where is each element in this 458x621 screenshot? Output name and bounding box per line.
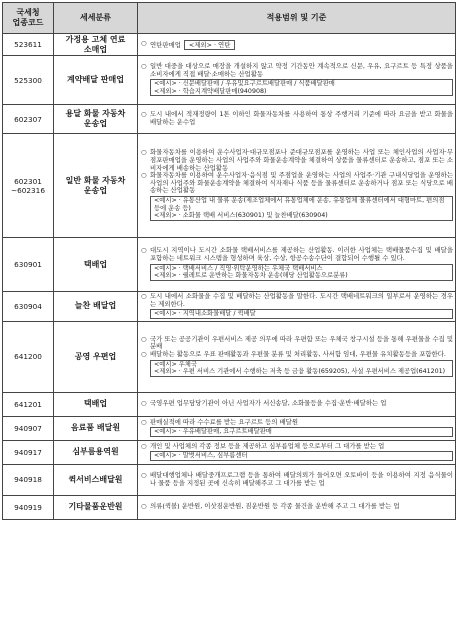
table-row <box>3 392 456 416</box>
scope-cell <box>138 34 456 56</box>
bullet-text: 대도시 지역이나 도시간 소화물 택배서비스를 제공하는 산업활동. 이러한 사업체는 택배물품수집 및 배달을 포함하는 네트워크 시스템을 형성하며 육상, 수상, 항공수송수단이 결합되어 수행될 수 있다. <box>150 246 453 262</box>
table-row <box>3 495 456 519</box>
bullet-text: 배달하는 활동으로 우표 판매활동과 우편물 분류 및 처리활동, 사서함 임대, 우편물 유치활동등을 포함한다. <box>150 349 446 358</box>
scope-cell <box>138 56 456 105</box>
example-line: <예시> · 우유배달판매, 요구르트배달판매 <box>154 428 272 436</box>
scope-cell <box>138 440 456 464</box>
category-name: 기타물품운반원 <box>54 495 138 519</box>
industry-code: 641200 <box>3 321 54 392</box>
bullet-mark-icon: ○ <box>141 292 147 300</box>
bullet-mark-icon: ○ <box>141 61 147 70</box>
example-line: <제외> · 퀄레트로 운반하는 화물자동차 운송(해당 산업활동으로분류) <box>154 272 348 280</box>
scope-cell <box>138 134 456 238</box>
industry-code: 940907 <box>3 416 54 440</box>
bullet-mark-icon: ○ <box>141 171 147 180</box>
category-name: 심부름용역원 <box>54 440 138 464</box>
scope-bullet <box>141 419 453 427</box>
category-name: 가정용 고체 연료 소매업 <box>54 34 138 56</box>
example-box <box>150 427 453 437</box>
scope-bullet <box>141 111 453 126</box>
header-code: 국세청 업종코드 <box>3 3 54 34</box>
bullet-text: 의류(퀵볼) 운반원, 이삿짐운반원, 짐운반원 등 각종 물건을 운반해 주고 그 대가를 받는 업 <box>150 502 400 511</box>
scope-cell <box>138 416 456 440</box>
category-name: 공영 우편업 <box>54 321 138 392</box>
example-line: <제외> · 소화물 택배 서비스(630901) 및 늘찬배달(630904) <box>154 212 328 220</box>
scope-bullet <box>141 293 453 308</box>
scope-cell <box>138 392 456 416</box>
scope-bullet <box>141 443 453 451</box>
bullet-text: 화물자동차를 이용하여 운수사업자·대규모점포나 준대규모점포를 운영하는 사업 또는 체인사업의 사업자·무점포판매업을 운영하는 사업의 사업주와 화물운송계약을 체결하여 상품을 물류센터로 운송하고, 점포 또는 소비자에게 배송하는 산업활동 <box>150 148 453 172</box>
scope-cell <box>138 292 456 322</box>
scope-cell <box>138 495 456 519</box>
scope-cell <box>138 464 456 495</box>
example-box <box>150 264 453 281</box>
example-line: <예시> · 말벗서비스, 심부름센터 <box>154 452 248 460</box>
bullet-mark-icon: ○ <box>141 110 147 119</box>
bullet-text: 일반 대중을 대상으로 매장을 개설하지 않고 약정 기간동안 계속적으로 신문, 우유, 요구르트 등 특정 상품을 소비자에게 직접 배달·소매하는 산업활동 <box>150 61 453 78</box>
exclusion-box: <제외> · 연탄 <box>184 40 236 50</box>
table-row <box>3 105 456 134</box>
example-line: <예시> · 택배서비스 / 직영·위탁운영하는 우체국 택배서비스 <box>154 264 323 272</box>
scope-bullet <box>141 247 453 262</box>
scope-bullet <box>141 149 453 172</box>
example-line: <제외> · 우편 서비스 기관에서 수행하는 저축 등 금융 활동(659205), 사설 우편서비스 제공업(641201) <box>154 368 446 376</box>
bullet-text: 배달대행업체나 배달중개프로그램 등을 통하여 배달의뢰가 들어오면 오토바이 등을 이용하여 지정 음식물이나 물품 등을 지정된 곳에 신속히 배달해주고 그 대가를 받는 업 <box>150 471 453 487</box>
category-name: 용달 화물 자동차 운송업 <box>54 105 138 134</box>
scope-bullet <box>141 172 453 195</box>
header-category: 세세분류 <box>54 3 138 34</box>
table-row <box>3 464 456 495</box>
industry-code: 940919 <box>3 495 54 519</box>
table-row <box>3 321 456 392</box>
industry-code: 630901 <box>3 238 54 292</box>
example-box <box>150 196 453 221</box>
bullet-text: 국영우편 업무담당기관이 아닌 사업자가 서신송달, 소화물등을 수집·운반·배달하는 업 <box>150 399 387 408</box>
example-line: <예시> · 신문배달판매 / 우유및요구르트배달판매 / 식품배달판매 <box>154 80 335 88</box>
table-body <box>3 34 456 520</box>
scope-cell <box>138 105 456 134</box>
example-line: <예시> · 유통산업 내 물류 운송(제조업체에서 유통업체에 운송, 유통업체 물류센터에서 대형마트, 편의점 등에 운송 등) <box>154 197 445 212</box>
bullet-mark-icon: ○ <box>141 441 147 450</box>
table-row <box>3 34 456 56</box>
scope-cell <box>138 321 456 392</box>
industry-code: 630904 <box>3 292 54 322</box>
bullet-text: 판매실적에 따라 수수료를 받는 요구르트 등의 배달원 <box>150 417 299 426</box>
bullet-mark-icon: ○ <box>141 334 147 343</box>
category-name: 택배업 <box>54 238 138 292</box>
bullet-text: 개인 및 사업체의 각종 정보 등을 제공하고 심부름업체 등으로부터 그 대가를 받는 업 <box>150 441 385 450</box>
example-line: <예시> 우체국 <box>154 360 197 368</box>
industry-code: 523611 <box>3 34 54 56</box>
table-row <box>3 292 456 322</box>
example-line: <예시> · 지역내소화물배달 / 퀵배달 <box>154 310 256 318</box>
category-name: 택배업 <box>54 392 138 416</box>
bullet-mark-icon: ○ <box>141 502 147 511</box>
bullet-text: 화물자동차를 이용하여 운수사업자·음식점 및 주점업을 운영하는 사업의 사업주·기관 구내식당업을 운영하는 사업의 사업주와 화물운송계약을 체결하여 식자재나 식품 등을 물류센터로 운송하거나 점포 또는 식당으로 배송하는 산업활동 <box>150 171 453 195</box>
example-box <box>150 309 453 319</box>
bullet-mark-icon: ○ <box>141 399 147 408</box>
category-name: 퀵서비스배달원 <box>54 464 138 495</box>
table-row <box>3 416 456 440</box>
industry-code: 525300 <box>3 56 54 105</box>
category-name: 늘찬 배달업 <box>54 292 138 322</box>
example-box <box>150 451 453 461</box>
example-box <box>150 360 453 377</box>
table-row <box>3 440 456 464</box>
industry-code: 641201 <box>3 392 54 416</box>
table-row <box>3 238 456 292</box>
bullet-text: 도시 내에서 적재정량이 1톤 이하인 화물자동차를 사용하여 통상 주행거리 기준에 따라 요금을 받고 화물을 배달하는 운수업 <box>150 110 453 126</box>
bullet-text: 연탄판매업 <제외> · 연탄 <box>150 40 453 50</box>
table-row <box>3 134 456 238</box>
table-row <box>3 56 456 105</box>
bullet-mark-icon: ○ <box>141 417 147 426</box>
scope-bullet <box>141 40 453 50</box>
scope-bullet <box>141 400 453 408</box>
scope-bullet <box>141 336 453 351</box>
scope-cell <box>138 238 456 292</box>
scope-bullet <box>141 63 453 78</box>
industry-code: 940918 <box>3 464 54 495</box>
category-name: 음료품 배달원 <box>54 416 138 440</box>
bullet-mark-icon: ○ <box>141 471 147 480</box>
bullet-mark-icon: ○ <box>141 246 147 255</box>
bullet-text: 도시 내에서 소화물을 수집 및 배달하는 산업활동을 말한다. 도시간 택배네트워크의 일부로서 운영하는 경우는 제외한다. <box>150 292 453 308</box>
bullet-text: 국가 또는 공공기관이 우편서비스 제공 의무에 따라 우편함 또는 우체국 창구시설 등을 통해 우편물을 수집 및 분배 <box>150 334 453 351</box>
table-header-row <box>3 3 456 34</box>
scope-bullet <box>141 503 453 511</box>
bullet-mark-icon: ○ <box>141 38 147 47</box>
industry-code: 602307 <box>3 105 54 134</box>
industry-code: 940917 <box>3 440 54 464</box>
header-scope: 적용범위 및 기준 <box>138 3 456 34</box>
bullet-mark-icon: ○ <box>141 148 147 157</box>
industry-code: 602301 ~602316 <box>3 134 54 238</box>
classification-table <box>2 2 456 520</box>
example-box <box>150 79 453 96</box>
scope-bullet <box>141 351 453 359</box>
example-line: <제외> · 학습지계약배달판매(940908) <box>154 87 267 95</box>
bullet-mark-icon: ○ <box>141 349 147 358</box>
scope-bullet <box>141 472 453 487</box>
category-name: 일반 화물 자동차 운송업 <box>54 134 138 238</box>
category-name: 계약배달 판매업 <box>54 56 138 105</box>
